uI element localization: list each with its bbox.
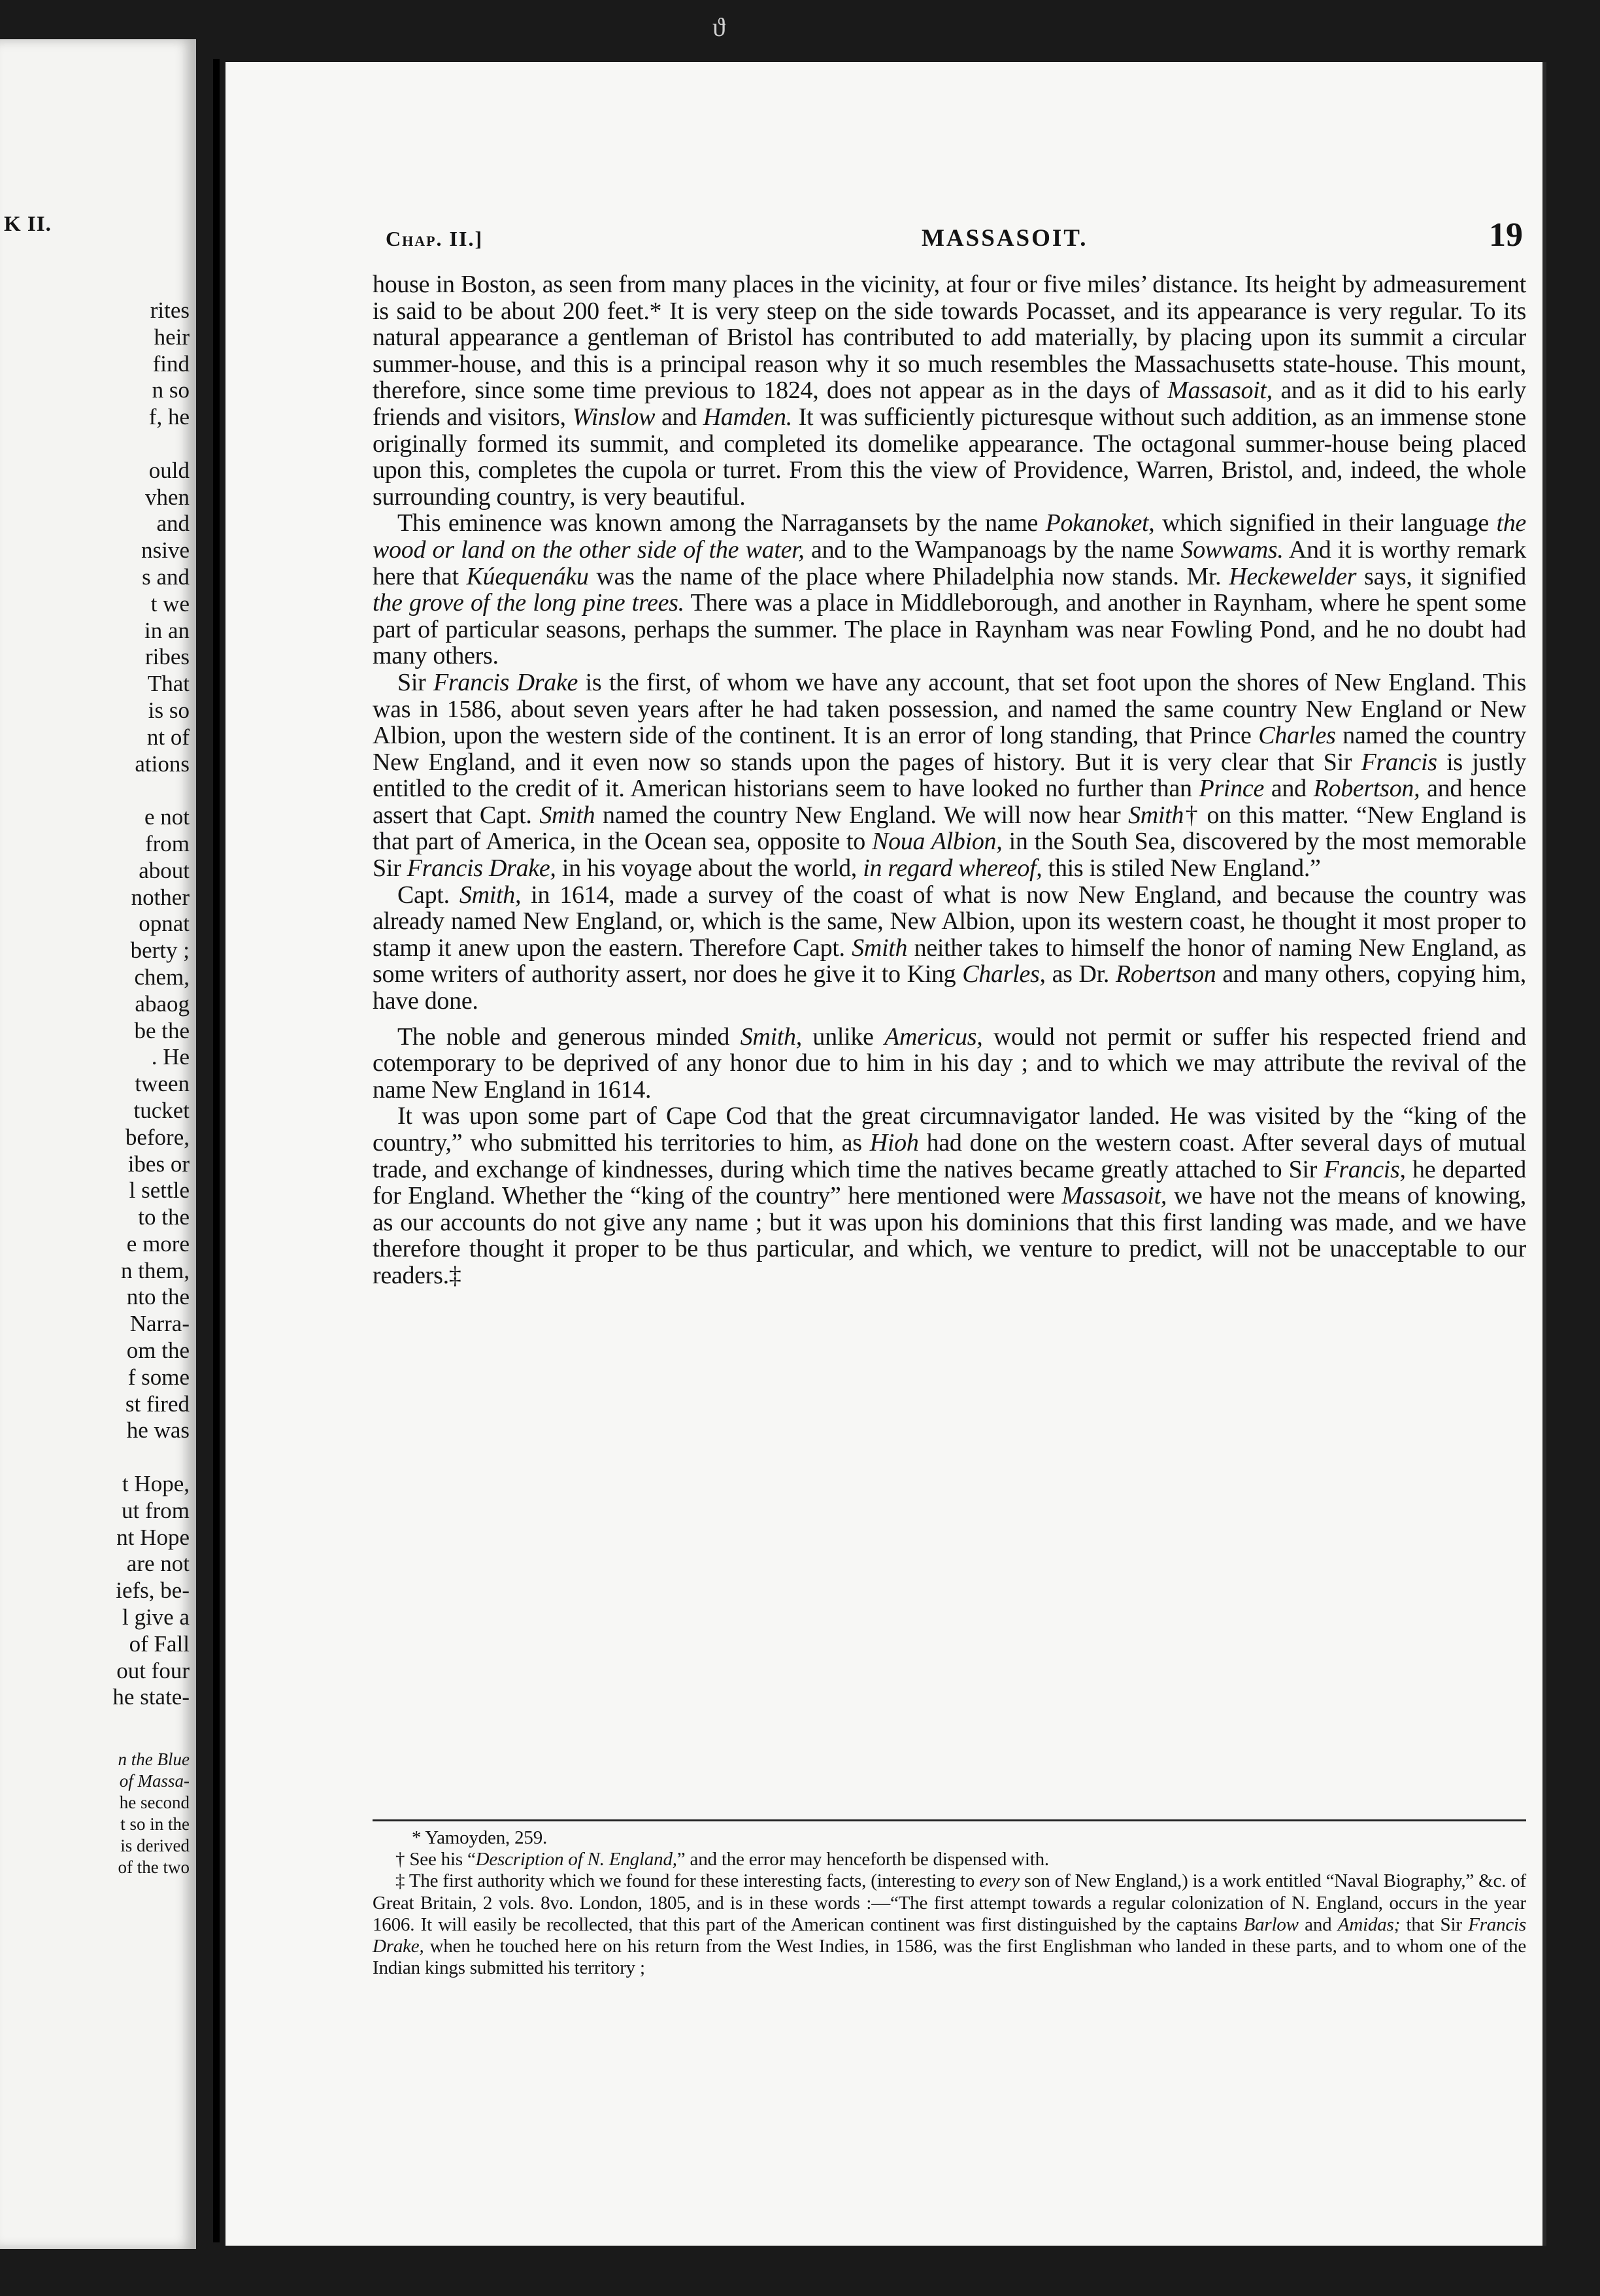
text-run: named the country New England. We will now hear (595, 801, 1129, 829)
facing-page-line: about (139, 857, 190, 883)
facing-page-line: f, he (148, 404, 190, 430)
facing-page-line: Narra- (129, 1311, 190, 1337)
text-run: † See his “ (395, 1849, 476, 1870)
facing-page-line: tween (135, 1071, 190, 1097)
facing-page-line: opnat (139, 911, 190, 937)
facing-page-line: of Fall (129, 1630, 190, 1657)
facing-page-line: l give a (122, 1604, 190, 1630)
text-run: And it is worthy remark here that (373, 535, 1526, 590)
facing-page-note-line: t so in the (120, 1814, 190, 1834)
italic-text: Francis Drake (433, 668, 578, 696)
paragraph (373, 510, 1526, 669)
facing-page-line: l settle (129, 1177, 190, 1204)
facing-page-line: ibes or (127, 1151, 190, 1177)
facing-page-line: st fired (125, 1391, 190, 1417)
facing-page-line: heir (154, 324, 190, 350)
facing-page-line: t Hope, (122, 1471, 190, 1497)
facing-page-line: vhen (144, 484, 190, 510)
text-run: It was sufficiently picturesque without such addition, as an immense stone originally formed its summit, and completed its domelike appearance. The octagonal summer-house being placed upon this, completes the cupola or turret. From this the view of Providence, Warren, Bristol, and, indeed, the whole surrounding country, is very beautiful. (373, 403, 1526, 511)
book-page (225, 62, 1542, 2246)
text-run: There was a place in Middleborough, and another in Raynham, where he spent some part of particular seasons, perhaps the summer. The place in Raynham was near Fowling Pond, and he no doubt had many others. (373, 589, 1526, 670)
italic-text: Sowwams. (1180, 535, 1284, 564)
facing-page-line: find (152, 350, 190, 377)
text-run: unlike (801, 1022, 885, 1051)
facing-page-line: abaog (135, 990, 190, 1017)
text-run: named the country New England, and it even now so stands upon the pages of history. But it is very clear that Sir (373, 722, 1526, 776)
italic-text: the grove of the long pine trees. (373, 589, 684, 617)
facing-page-line: berty ; (130, 937, 190, 964)
facing-page-line: n them, (121, 1257, 190, 1283)
paragraph (373, 669, 1526, 882)
facing-page-note-line: he second (119, 1793, 190, 1812)
footnote (373, 1849, 1526, 1870)
facing-page-line: iefs, be- (116, 1578, 190, 1604)
text-run: ‡ The first authority which we found for these interesting facts, (interesting to (395, 1870, 980, 1892)
text-run: This eminence was known among the Narragansets by the name (397, 509, 1046, 537)
scan-mark: ϑ (712, 12, 725, 42)
text-run: in 1614, made a survey of the coast of what is now New England, and because the country was already named New England, or, which is the same, New Albion, upon its western coast, he thought it most proper to stamp it anew upon the eastern. Therefore Capt. (373, 881, 1526, 962)
text-run: son of New England,) is a work entitled “Naval Biography,” &c. of Great Britain, 2 vols. 8vo. London, 1805, and is in these words :—“The first attempt towards a regular colonization of N. England, occurs in the year 1606. It will easily be recollected, that this part of the American continent was first distinguished by the captains (373, 1870, 1526, 1935)
chapter-label: Chap. II.] (386, 227, 484, 250)
text-run: we have not the means of knowing, as our accounts do not give any name ; but it was upon his dominions that this first landing was made, and we have therefore thought it proper to be thus particular, and which, we venture to predict, will not be unacceptable to our readers.‡ (373, 1182, 1526, 1289)
facing-page-line: to the (138, 1204, 190, 1230)
italic-text: Francis Drake, (373, 1914, 1527, 1957)
text-run: would not permit or suffer his respected friend and cotemporary to be deprived of any honor due to him in his day ; and to which we may attribute the revival of the name New England in 1614. (373, 1022, 1526, 1104)
italic-text: Hioh (869, 1129, 919, 1156)
text-run: which signified in their language (1154, 509, 1497, 537)
text-run: and many others, copying him, have done. (373, 960, 1526, 1015)
text-run: The noble and generous minded (397, 1022, 741, 1051)
facing-page-line: be the (134, 1017, 190, 1043)
italic-text: Robertson (1115, 960, 1216, 988)
paragraph (373, 882, 1526, 1015)
text-run: house in Boston, as seen from many places in the vicinity, at four or five miles’ distance. Its height by admeasurement is said to be about 200 feet.* It is very steep on the side towards Pocasset, and its appearance is very regular. To its natural appearance a gentleman of Bristol has contributed to add materially, by placing upon its summit a circular summer-house, and this is a principal reason why it so much resembles the Massachusetts state-house. This mount, therefore, since some time previous to 1824, does not appear as in the days of (373, 271, 1526, 405)
facing-page-line: out four (116, 1657, 190, 1683)
italic-text: Americus, (884, 1022, 983, 1051)
text-run: says, it signified (1356, 562, 1526, 590)
facing-page-line: from (144, 830, 190, 856)
text-run: in his voyage about the world, (556, 854, 863, 883)
facing-page-line: nsive (141, 537, 190, 564)
paragraph (373, 271, 1526, 510)
italic-text: Smith (852, 934, 908, 962)
facing-page-line: t we (150, 590, 190, 616)
italic-text: Charles (1258, 722, 1336, 750)
facing-page-line: ould (148, 457, 190, 483)
italic-text: Smith (1128, 801, 1184, 829)
italic-text: Description of N. England, (475, 1849, 677, 1870)
paragraph (373, 1024, 1526, 1104)
text-run: when he touched here on his return from the West Indies, in 1586, was the first Englishman who landed in these parts, and to whom one of the Indian kings submitted his territory ; (373, 1936, 1526, 1979)
italic-text: Prince (1199, 775, 1265, 803)
facing-page-line: he was (126, 1417, 190, 1443)
running-title: MASSASOIT. (922, 225, 1088, 252)
facing-page-line: om the (126, 1338, 190, 1364)
facing-page-line: rites (150, 297, 190, 323)
facing-page-line: ribes (144, 644, 190, 670)
text-run: Capt. (397, 881, 459, 909)
italic-text: Amidas; (1337, 1914, 1401, 1935)
italic-text: Francis, (1324, 1155, 1406, 1183)
footnote-rule (373, 1819, 1526, 1821)
italic-text: every (979, 1870, 1020, 1892)
text-run: and (655, 403, 703, 431)
text-run: * Yamoyden, 259. (412, 1827, 548, 1848)
facing-page-text (0, 297, 190, 1711)
facing-page-line: e not (144, 804, 190, 830)
italic-text: Smith, (740, 1022, 802, 1051)
italic-text: Francis (1361, 748, 1437, 776)
text-run: he departed for England. Whether the “king of the country” here mentioned were (373, 1155, 1526, 1210)
italic-text: Hamden. (703, 403, 792, 431)
facing-page-note-line: of Massa- (119, 1771, 190, 1791)
running-head (386, 212, 1523, 252)
footnotes (373, 1827, 1526, 1979)
italic-text: Massasoit, (1061, 1182, 1167, 1210)
text-run: in the South Sea, discovered by the most memorable Sir (373, 828, 1526, 883)
text-run: Sir (397, 668, 433, 696)
italic-text: Winslow (572, 403, 656, 431)
facing-page-line (0, 1444, 190, 1471)
text-run: had done on the western coast. After several days of mutual trade, and exchange of kindnesses, during which time the natives became greatly attached to Sir (373, 1129, 1526, 1183)
text-run: and to the Wampanoags by the name (804, 535, 1181, 564)
facing-page-note-line: n the Blue (118, 1749, 190, 1769)
facing-page-line: are not (126, 1551, 190, 1577)
body-text (373, 271, 1526, 1289)
facing-page-line: e more (126, 1230, 190, 1257)
facing-page-line: That (147, 671, 190, 697)
text-run: † on this matter. “New England is that part of America, in the Ocean sea, opposite to (373, 801, 1526, 856)
italic-text: Pokanoket, (1045, 509, 1155, 537)
italic-text: Smith (539, 801, 595, 829)
text-run: and hence assert that Capt. (373, 775, 1526, 829)
facing-page-line: chem, (134, 964, 190, 990)
facing-page-line: s and (142, 564, 190, 590)
facing-page-line: in an (144, 617, 190, 643)
footnote (373, 1870, 1526, 1979)
italic-text: Barlow (1243, 1914, 1299, 1935)
italic-text: Kúequenáku (466, 562, 589, 590)
facing-page-line: before, (125, 1124, 190, 1150)
facing-page-line: nother (131, 884, 190, 910)
facing-page-line: nt of (146, 724, 190, 750)
page-gutter (213, 59, 220, 2242)
italic-text: Noua Albion, (872, 828, 1003, 856)
facing-page-line (0, 777, 190, 804)
text-run: and (1264, 775, 1314, 803)
facing-page-line: nto the (126, 1284, 190, 1310)
text-run: that Sir (1400, 1914, 1469, 1935)
italic-text: Massasoit, (1167, 377, 1273, 405)
italic-text: Heckewelder (1229, 562, 1357, 590)
facing-page-line: ut from (121, 1497, 190, 1523)
italic-text: the wood or land on the other side of the water, (373, 509, 1526, 564)
facing-page-footnotes (0, 1749, 190, 1878)
italic-text: Smith, (459, 881, 522, 909)
facing-page (0, 39, 196, 2249)
text-run: and as it did to his early friends and visitors, (373, 377, 1526, 431)
text-run: neither takes to himself the honor of naming New England, as some writers of authority assert, nor does he give it to King (373, 934, 1527, 988)
paragraph (373, 1103, 1526, 1289)
italic-text: in regard whereof, (863, 854, 1042, 883)
italic-text: Robertson, (1313, 775, 1420, 803)
facing-page-line: . He (151, 1044, 190, 1070)
facing-page-line: f some (127, 1364, 190, 1390)
facing-page-line: tucket (133, 1097, 190, 1123)
facing-page-line: n so (152, 377, 190, 403)
text-run: was the name of the place where Philadelphia now stands. Mr. (588, 562, 1229, 590)
text-run: is the first, of whom we have any account, that set foot upon the shores of New England. This was in 1586, about seven years after he had taken possession, and named the same country New England or New Albion, upon the western side of the continent. It is an error of long standing, that Prince (373, 668, 1526, 750)
facing-page-line: nt Hope (116, 1524, 190, 1550)
text-run: as Dr. (1045, 960, 1116, 988)
facing-page-line: he state- (112, 1684, 190, 1710)
italic-text: Francis Drake, (407, 854, 556, 883)
text-run: and (1298, 1914, 1338, 1935)
italic-text: Charles, (962, 960, 1046, 988)
facing-page-note-line: is derived (120, 1836, 190, 1855)
facing-page-note-line: of the two (118, 1857, 190, 1877)
facing-page-line: ations (135, 751, 190, 777)
facing-page-line (0, 431, 190, 458)
text-run: ” and the error may henceforth be dispensed with. (676, 1849, 1049, 1870)
text-run: is justly entitled to the credit of it. American historians seem to have looked no further than (373, 748, 1526, 803)
text-run: this is stiled New England.” (1042, 854, 1321, 883)
text-run: It was upon some part of Cape Cod that the great circumnavigator landed. He was visited by the “king of the country,” who submitted his territories to him, as (373, 1102, 1526, 1156)
page-number: 19 (1489, 216, 1523, 254)
facing-page-line: is so (148, 697, 190, 723)
facing-page-header: K II. (4, 212, 52, 236)
facing-page-line: and (156, 511, 190, 537)
footnote (373, 1827, 1526, 1849)
